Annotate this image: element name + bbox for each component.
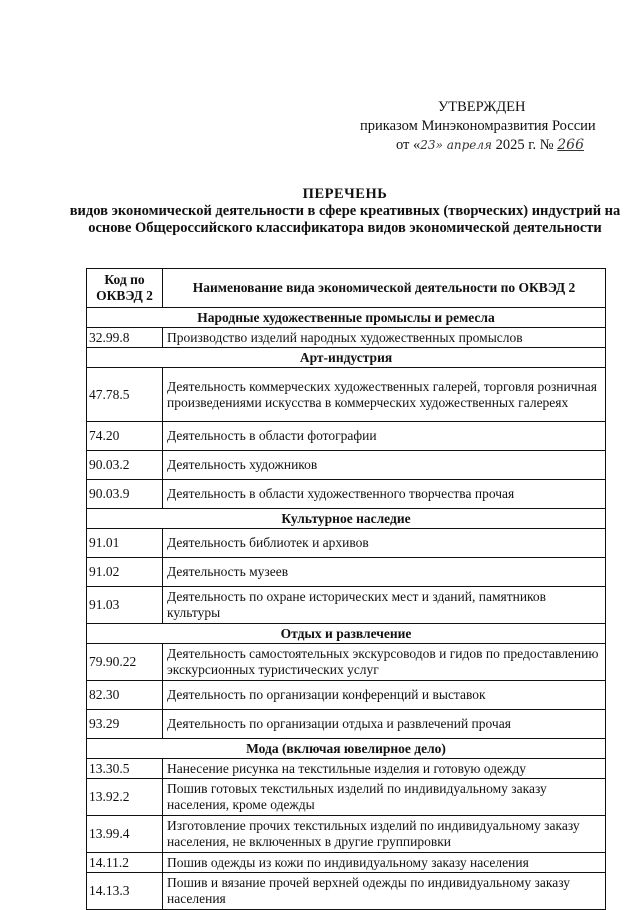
activity-name: Деятельность коммерческих художественных галерей, торговля розничная произведениями искусства в коммерческих художественных галереях	[163, 368, 606, 422]
section-row	[87, 624, 606, 644]
table-row	[87, 587, 606, 624]
okved-code: 91.02	[87, 558, 163, 587]
table-row	[87, 710, 606, 739]
table-row	[87, 779, 606, 816]
activity-name: Деятельность самостоятельных экскурсоводов и гидов по предоставлению экскурсионных туристических услуг	[163, 644, 606, 681]
approval-order: приказом Минэкономразвития России	[360, 118, 596, 134]
table-body	[87, 308, 606, 910]
activity-name: Деятельность по организации конференций и выставок	[163, 681, 606, 710]
table-row	[87, 644, 606, 681]
activity-name: Пошив одежды из кожи по индивидуальному заказу населения	[163, 853, 606, 873]
section-heading: Народные художественные промыслы и ремесла	[87, 308, 606, 328]
activity-name: Деятельность художников	[163, 451, 606, 480]
activity-name: Пошив готовых текстильных изделий по индивидуальному заказу населения, кроме одежды	[163, 779, 606, 816]
okved-code: 32.99.8	[87, 328, 163, 348]
okved-code: 91.03	[87, 587, 163, 624]
section-row	[87, 308, 606, 328]
header-code: Код по ОКВЭД 2	[87, 269, 163, 308]
section-row	[87, 509, 606, 529]
table-row	[87, 759, 606, 779]
activity-name: Деятельность по организации отдыха и развлечений прочая	[163, 710, 606, 739]
okved-code: 91.01	[87, 529, 163, 558]
activity-name: Деятельность в области художественного творчества прочая	[163, 480, 606, 509]
table-header-row	[87, 269, 606, 308]
approval-title: УТВЕРЖДЕН	[438, 99, 526, 115]
title-subtitle: видов экономической деятельности в сфере креативных (творческих) индустрий на основе Общероссийского классификатора видов экономической деятельности	[69, 203, 621, 236]
activity-name: Деятельность музеев	[163, 558, 606, 587]
section-heading: Мода (включая ювелирное дело)	[87, 739, 606, 759]
activity-name: Деятельность библиотек и архивов	[163, 529, 606, 558]
approval-block	[360, 98, 620, 155]
okved-code: 13.92.2	[87, 779, 163, 816]
okved-code: 14.11.2	[87, 853, 163, 873]
okved-code: 90.03.9	[87, 480, 163, 509]
activity-name: Производство изделий народных художественных промыслов	[163, 328, 606, 348]
handwritten-month: » апреля	[435, 138, 492, 152]
okved-code: 79.90.22	[87, 644, 163, 681]
activity-name: Нанесение рисунка на текстильные изделия и готовую одежду	[163, 759, 606, 779]
section-heading: Отдых и развлечение	[87, 624, 606, 644]
section-row	[87, 348, 606, 368]
table-row	[87, 816, 606, 853]
activity-name: Пошив и вязание прочей верхней одежды по индивидуальному заказу населения	[163, 873, 606, 910]
date-prefix: от «	[396, 137, 421, 153]
date-year: 2025 г. №	[495, 137, 554, 153]
okved-code: 74.20	[87, 422, 163, 451]
okved-code: 13.99.4	[87, 816, 163, 853]
activity-table	[86, 268, 606, 910]
table-row	[87, 681, 606, 710]
document-title	[60, 186, 630, 237]
okved-code: 82.30	[87, 681, 163, 710]
table-row	[87, 328, 606, 348]
section-heading: Арт-индустрия	[87, 348, 606, 368]
header-name: Наименование вида экономической деятельности по ОКВЭД 2	[163, 269, 606, 308]
okved-code: 93.29	[87, 710, 163, 739]
title-main: ПЕРЕЧЕНЬ	[302, 186, 388, 202]
table-row	[87, 451, 606, 480]
activity-name: Изготовление прочих текстильных изделий по индивидуальному заказу населения, не включенных в другие группировки	[163, 816, 606, 853]
handwritten-day: 23	[420, 138, 436, 152]
okved-code: 13.30.5	[87, 759, 163, 779]
section-row	[87, 739, 606, 759]
okved-code: 90.03.2	[87, 451, 163, 480]
table-row	[87, 853, 606, 873]
table-row	[87, 422, 606, 451]
table-row	[87, 480, 606, 509]
activity-name: Деятельность в области фотографии	[163, 422, 606, 451]
table-row	[87, 529, 606, 558]
table-row	[87, 873, 606, 910]
activity-name: Деятельность по охране исторических мест и зданий, памятников культуры	[163, 587, 606, 624]
handwritten-order-number: 266	[557, 137, 584, 153]
okved-code: 47.78.5	[87, 368, 163, 422]
okved-code: 14.13.3	[87, 873, 163, 910]
table-row	[87, 558, 606, 587]
section-heading: Культурное наследие	[87, 509, 606, 529]
table-row	[87, 368, 606, 422]
approval-date-line	[360, 136, 620, 155]
